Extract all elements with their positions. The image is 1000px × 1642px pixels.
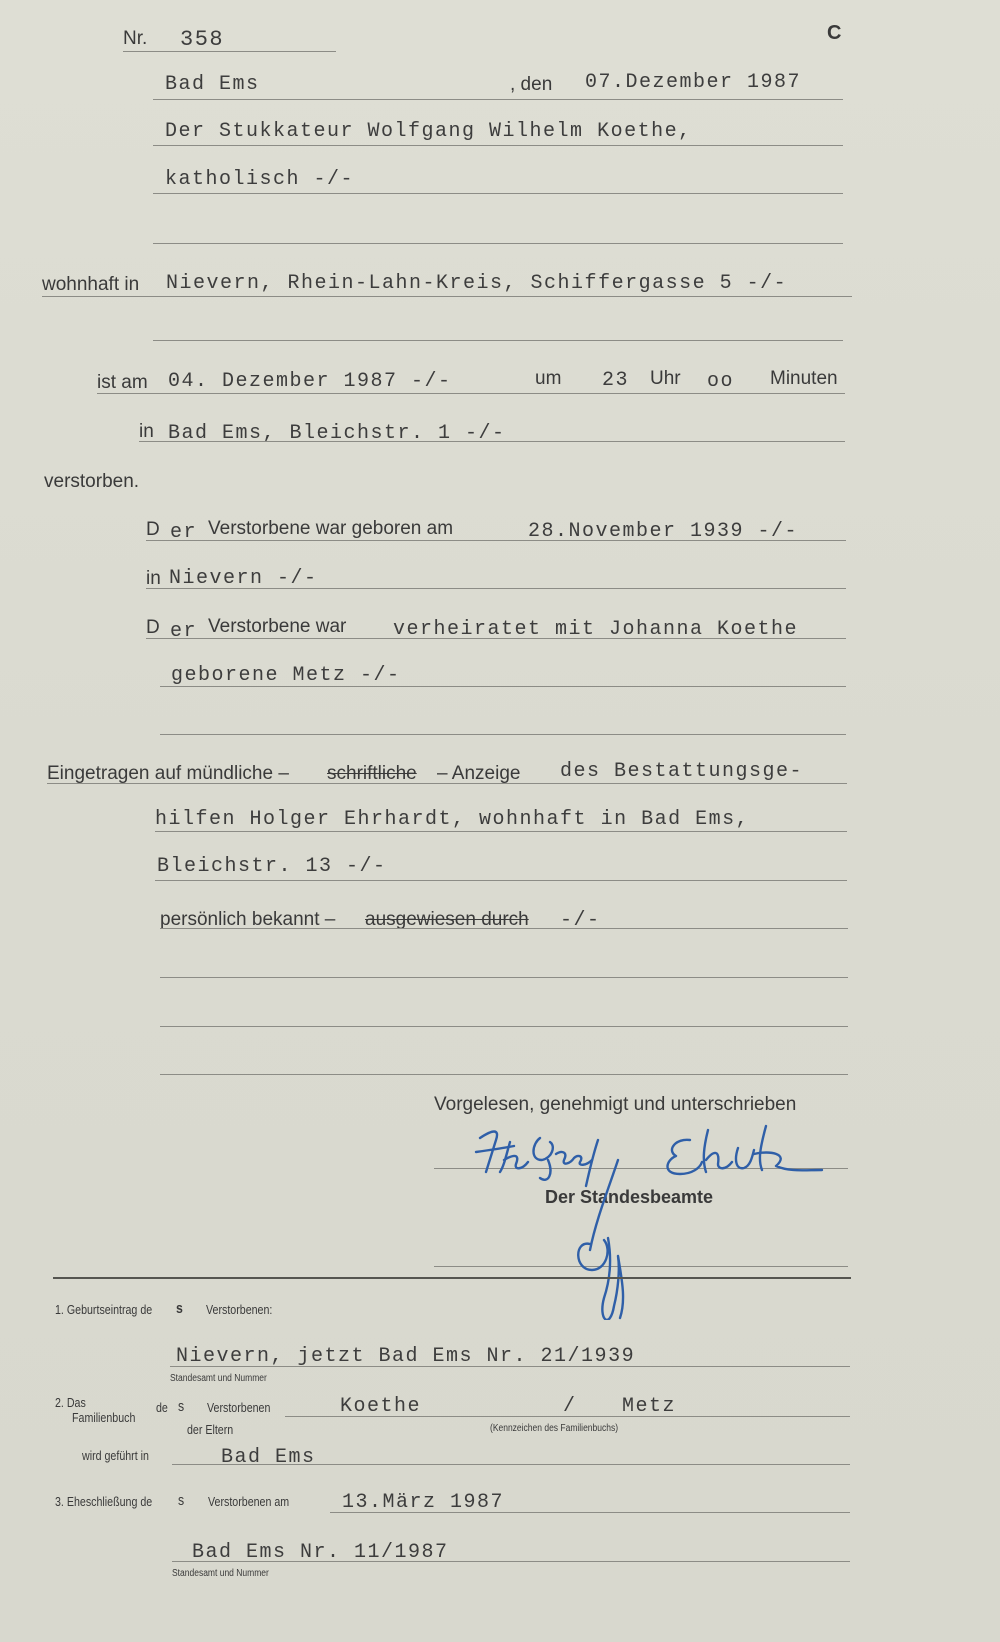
line <box>172 1464 850 1465</box>
line <box>153 193 843 194</box>
deceased-religion: katholisch -/- <box>165 168 355 191</box>
line <box>153 145 843 146</box>
ist-am-label: ist am <box>97 372 148 393</box>
line <box>146 638 846 639</box>
note2-family-name: Koethe <box>340 1395 422 1418</box>
note1-value: Nievern, jetzt Bad Ems Nr. 21/1939 <box>176 1345 636 1368</box>
line <box>172 1561 850 1562</box>
note3-date: 13.März 1987 <box>342 1491 505 1514</box>
known-value: -/- <box>560 909 601 932</box>
line <box>47 783 847 784</box>
um-label: um <box>535 368 562 389</box>
marital-d-prefix: D <box>146 617 160 638</box>
read-approved-label: Vorgelesen, genehmigt und unterschrieben <box>434 1094 797 1115</box>
den-label: , den <box>510 74 553 95</box>
note2-label-a: 2. Das <box>55 1395 86 1410</box>
place-date-underline <box>153 99 843 100</box>
line <box>155 880 847 881</box>
note3-caption: Standesamt und Nummer <box>172 1568 269 1579</box>
nr-underline <box>123 51 336 52</box>
line <box>146 588 846 589</box>
birth-label: Verstorbene war geboren am <box>208 518 454 539</box>
birth-d-prefix: D <box>146 519 160 540</box>
note3-s: s <box>178 1492 185 1509</box>
birth-date: 28.November 1939 -/- <box>528 520 799 543</box>
marital-er-suffix: er <box>170 620 198 643</box>
note2-place: Bad Ems <box>221 1446 316 1469</box>
note1-s: s <box>176 1300 183 1317</box>
marital-label: Verstorbene war <box>208 616 347 637</box>
document-date: 07.Dezember 1987 <box>585 71 802 94</box>
death-minutes: oo <box>707 370 735 393</box>
birth-in-label: in <box>146 568 161 589</box>
handwritten-signatures <box>470 1120 850 1320</box>
note2-caption: (Kennzeichen des Familienbuchs) <box>490 1423 619 1434</box>
deceased-name: Der Stukkateur Wolfgang Wilhelm Koethe, <box>165 120 692 143</box>
note3-label: 3. Eheschließung de <box>55 1494 153 1509</box>
death-place: Bad Ems, Bleichstr. 1 -/- <box>168 422 506 445</box>
line <box>160 977 848 978</box>
line <box>160 686 846 687</box>
note3-value: Bad Ems Nr. 11/1987 <box>192 1541 449 1564</box>
spouse-maiden-name: geborene Metz -/- <box>171 664 401 687</box>
marital-value: verheiratet mit Johanna Koethe <box>393 618 799 641</box>
section-separator <box>53 1277 851 1279</box>
residence-value: Nievern, Rhein-Lahn-Kreis, Schiffergasse 5 -/- <box>166 272 788 295</box>
line <box>155 831 847 832</box>
birth-place: Nievern -/- <box>169 567 318 590</box>
note3-label2: Verstorbenen am <box>208 1494 290 1509</box>
registration-label-struck: schriftliche <box>327 763 417 784</box>
note2-slash: / <box>563 1395 577 1418</box>
birth-er-suffix: er <box>170 521 198 544</box>
note2-verstorbenen: Verstorbenen <box>207 1400 271 1415</box>
nr-label: Nr. <box>123 28 148 49</box>
registrar-label: Der Standesbeamte <box>545 1187 714 1207</box>
line <box>146 540 846 541</box>
known-label: persönlich bekannt – <box>160 909 336 930</box>
note1-label2: Verstorbenen: <box>206 1302 273 1317</box>
residence-label: wohnhaft in <box>42 274 140 295</box>
uhr-label: Uhr <box>650 368 681 389</box>
verstorben-label: verstorben. <box>44 471 140 492</box>
form-letter: C <box>827 22 842 44</box>
line <box>170 1366 850 1367</box>
line <box>330 1512 850 1513</box>
line <box>160 1026 848 1027</box>
note2-de: de <box>156 1400 168 1415</box>
place-city: Bad Ems <box>165 73 260 96</box>
line <box>153 340 843 341</box>
note2-wird-label: wird geführt in <box>82 1448 149 1463</box>
line <box>153 243 843 244</box>
nr-value: 358 <box>180 27 225 52</box>
death-in-label: in <box>139 421 154 442</box>
line <box>160 1074 848 1075</box>
informant-line2: hilfen Holger Ehrhardt, wohnhaft in Bad Ems, <box>155 808 750 831</box>
informant-line3: Bleichstr. 13 -/- <box>157 855 387 878</box>
minuten-label: Minuten <box>770 368 838 389</box>
line <box>42 296 852 297</box>
known-label-struck: ausgewiesen durch <box>365 909 529 930</box>
line <box>285 1416 850 1417</box>
note2-maiden-name: Metz <box>622 1395 677 1418</box>
note2-label-b: Familienbuch <box>72 1410 136 1425</box>
note1-label: 1. Geburtseintrag de <box>55 1302 153 1317</box>
line <box>160 734 846 735</box>
note1-caption: Standesamt und Nummer <box>170 1373 267 1384</box>
note2-s: s <box>178 1398 185 1415</box>
line <box>160 928 848 929</box>
informant-line1: des Bestattungsge- <box>560 760 804 783</box>
line <box>97 393 845 394</box>
death-hour: 23 <box>602 369 630 392</box>
note2-der-eltern: der Eltern <box>187 1422 234 1437</box>
line <box>139 441 845 442</box>
registration-label-start: Eingetragen auf mündliche – <box>47 763 289 784</box>
death-date: 04. Dezember 1987 -/- <box>168 370 452 393</box>
registration-label-end: – Anzeige <box>437 763 521 784</box>
